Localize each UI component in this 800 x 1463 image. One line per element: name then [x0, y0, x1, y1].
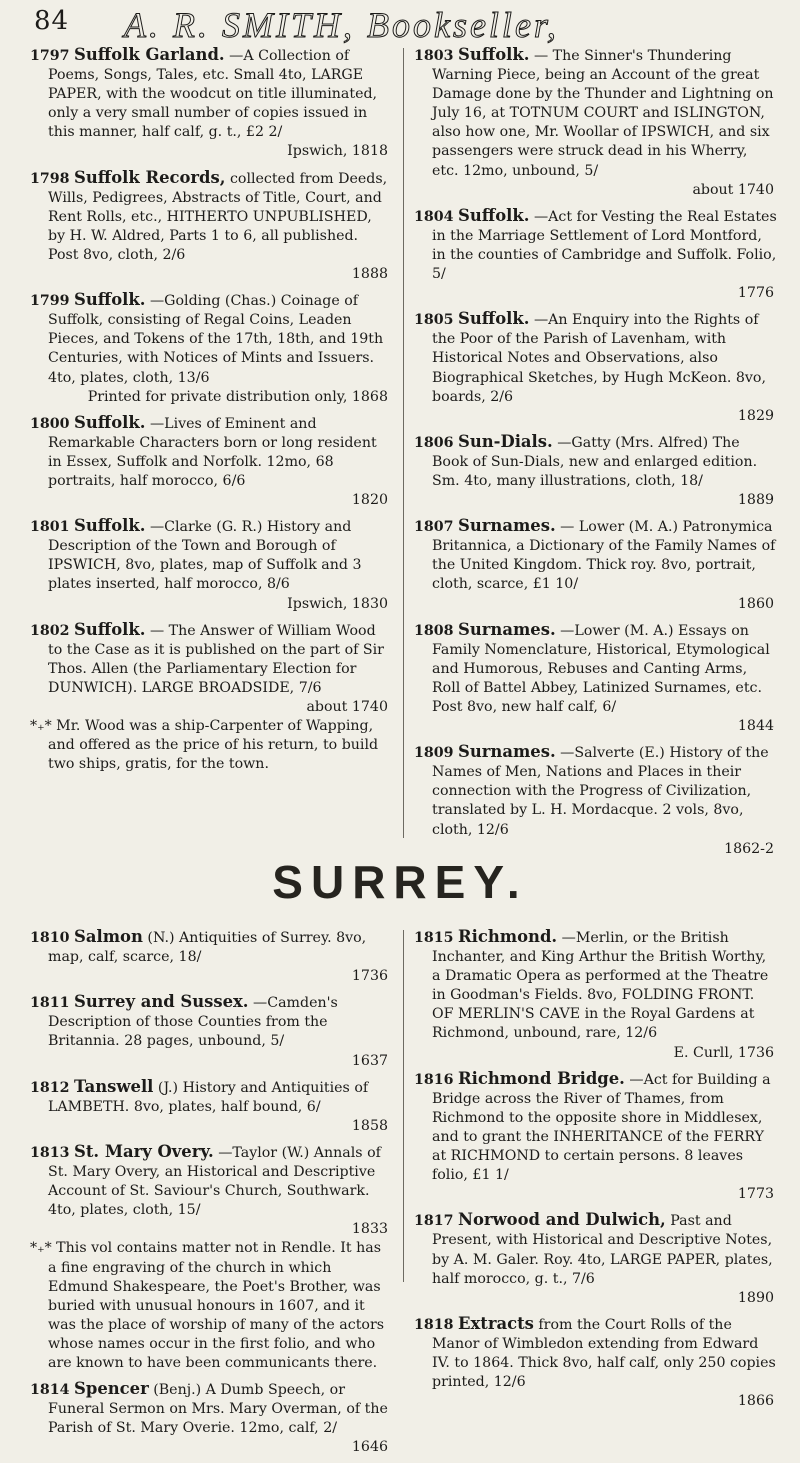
entry-title: Spencer	[74, 1379, 149, 1399]
entry-description: —Camden's Description of those Counties from the Britannia. 28 pages, unbound, 5/	[48, 995, 338, 1050]
entry-description: (J.) History and Antiquities of LAMBETH. 8vo, plates, half bound, 6/	[48, 1079, 369, 1115]
catalogue-entry	[30, 1077, 392, 1136]
catalogue-entry	[414, 309, 778, 426]
column-divider-top	[403, 48, 404, 838]
catalogue-entry	[414, 620, 778, 737]
entry-title: Suffolk Garland.	[74, 45, 225, 64]
catalogue-entry	[30, 168, 392, 285]
entry-description: collected from Deeds, Wills, Pedigrees, Abstracts of Title, Court, and Rent Rolls, etc., HITHERTO UNPUBLISHED, by H. W. Aldred, Parts 1 to 6, all published. Post 8vo, cloth, 2/6	[48, 170, 388, 263]
entry-description: —Gatty (Mrs. Alfred) The Book of Sun-Dials, new and enlarged edition. Sm. 4to, many illustrations, cloth, 18/	[432, 434, 758, 489]
entry-title: Surnames.	[458, 516, 556, 536]
entry-number: 1797	[30, 48, 70, 64]
entry-number: 1805	[414, 312, 454, 329]
entry-description: —Act for Vesting the Real Estates in the Marriage Settlement of Lord Montford, in the counties of Cambridge and Suffolk. Folio, 5/	[432, 208, 777, 283]
entry-title: Surrey and Sussex.	[74, 992, 249, 1012]
entry-title: Tanswell	[74, 1076, 154, 1096]
entry-title: Sun-Dials.	[458, 431, 553, 451]
page-number: 84	[34, 6, 70, 36]
entry-number: 1804	[414, 208, 454, 225]
entry-title: Suffolk.	[74, 516, 146, 536]
entry-description: Past and Present, with Historical and Descriptive Notes, by A. M. Galer. Roy. 4to, LARGE PAPER, plates, half morocco, g. t., 7/6	[432, 1213, 773, 1287]
entry-description: (N.) Antiquities of Surrey. 8vo, map, calf, scarce, 18/	[48, 930, 367, 966]
entry-date: 1866	[737, 1393, 774, 1410]
entry-title: Suffolk Records,	[74, 167, 226, 187]
catalogue-entry	[414, 206, 778, 303]
column-divider-bottom	[403, 930, 404, 1282]
section-heading: SURREY.	[272, 856, 528, 908]
entry-title: Suffolk.	[74, 290, 146, 310]
entry-date: 1736	[351, 968, 388, 985]
entry-description: —Taylor (W.) Annals of St. Mary Overy, an Historical and Descriptive Account of St. Saviour's Church, Southwark. 4to, plates, cloth, 15/	[48, 1144, 381, 1219]
catalogue-entry	[30, 290, 392, 407]
page-header	[34, 5, 780, 45]
entry-title: St. Mary Overy.	[74, 1141, 214, 1161]
entry-title: Suffolk.	[74, 412, 146, 432]
catalogue-entry	[30, 620, 392, 775]
entry-date: 1862-2	[724, 840, 774, 857]
catalogue-entry	[30, 413, 392, 510]
entry-date: 1858	[351, 1117, 388, 1134]
entry-date: E. Curll, 1736	[673, 1044, 774, 1061]
entry-description: (Benj.) A Dumb Speech, or Funeral Sermon on Mrs. Mary Overman, of the Parish of St. Mary Overie. 12mo, calf, 2/	[48, 1382, 388, 1437]
entry-number: 1801	[30, 519, 70, 536]
catalogue-entry	[30, 516, 392, 613]
entry-title: Richmond Bridge.	[458, 1068, 625, 1088]
entry-date: 1637	[351, 1052, 388, 1069]
entry-number: 1808	[414, 622, 454, 639]
entry-title: Surnames.	[458, 742, 556, 762]
entry-number: 1803	[414, 48, 454, 64]
catalogue-entry	[30, 45, 392, 162]
entry-date: 1844	[737, 718, 774, 735]
entry-date: 1773	[737, 1186, 774, 1203]
entry-title: Suffolk.	[458, 309, 530, 329]
entry-title: Extracts	[458, 1313, 534, 1333]
entry-title: Richmond.	[458, 927, 558, 946]
catalogue-entry	[30, 992, 392, 1070]
entry-date: 1890	[737, 1289, 774, 1306]
entry-description: —Lives of Eminent and Remarkable Characters born or long resident in Essex, Suffolk and Norfolk. 12mo, 68 portraits, half morocco, 6/6	[48, 415, 377, 489]
entry-number: 1818	[414, 1316, 454, 1333]
entry-number: 1816	[414, 1071, 454, 1088]
entry-number: 1817	[414, 1213, 454, 1230]
entry-description: —Salverte (E.) History of the Names of Men, Nations and Places in their connection with the Progress of Civilization, translated by L. H. Mordacque. 2 vols, 8vo, cloth, 12/6	[432, 745, 769, 838]
entry-title: Suffolk.	[458, 45, 530, 64]
entry-date: 1888	[351, 266, 388, 283]
entry-number: 1813	[30, 1144, 70, 1161]
entry-date: Printed for private distribution only, 1868	[87, 388, 388, 405]
catalogue-entry	[414, 1069, 778, 1205]
entry-description: —Lower (M. A.) Essays on Family Nomenclature, Historical, Etymological and Humorous, Rebuses and Canting Arms, Roll of Battel Abbey, Latinized Surnames, etc. Post 8vo, new half calf, 6/	[432, 622, 770, 715]
entry-description: —Act for Building a Bridge across the River of Thames, from Richmond to the opposite shore in Middlesex, and to grant the INHERITANCE of the FERRY at RICHMOND to certain persons. 8 leaves folio, £1 1/	[432, 1071, 771, 1184]
entry-number: 1810	[30, 930, 70, 946]
column-top-left	[30, 45, 392, 780]
entry-number: 1807	[414, 519, 454, 536]
entry-description: —Merlin, or the British Inchanter, and King Arthur the British Worthy, a Dramatic Opera as performed at the Theatre in Goodman's Fields. 8vo, FOLDING FRONT. OF MERLIN'S CAVE in the Royal Gardens at Richmond, unbound, rare, 12/6	[432, 930, 769, 1042]
entry-number: 1809	[414, 745, 454, 762]
entry-date: about 1740	[306, 699, 388, 715]
entry-title: Surnames.	[458, 619, 556, 639]
entry-number: 1814	[30, 1382, 70, 1399]
entry-number: 1800	[30, 415, 70, 432]
entry-date: Ipswich, 1818	[287, 143, 388, 160]
entry-description: —Clarke (G. R.) History and Description of the Town and Borough of IPSWICH, 8vo, plates, map of Suffolk and 3 plates inserted, half morocco, 8/6	[48, 519, 362, 593]
entry-description: —An Enquiry into the Rights of the Poor of the Parish of Lavenham, with Historical Notes and Observations, also Biographical Sketches, by Hugh McKeon. 8vo, boards, 2/6	[432, 312, 766, 405]
entry-number: 1802	[30, 622, 70, 639]
catalogue-entry	[414, 45, 778, 200]
entry-number: 1812	[30, 1079, 70, 1096]
entry-description: — The Sinner's Thundering Warning Piece, being an Account of the great Damage done by the Thunder and Lightning on July 16, at TOTNUM COURT and ISLINGTON, also how one, Mr. Woollar of IPSWICH, and six passengers were struck dead in his Wherry, etc. 12mo, unbound, 5/	[432, 48, 774, 179]
entry-date: 1833	[351, 1221, 388, 1238]
entry-date: 1829	[737, 407, 774, 424]
catalogue-entry	[30, 927, 392, 986]
entry-date: 1889	[737, 492, 774, 509]
catalogue-entry	[414, 742, 778, 859]
entry-date: 1776	[737, 285, 774, 302]
entry-number: 1811	[30, 995, 70, 1012]
entry-title: Suffolk.	[74, 619, 146, 639]
column-top-right	[414, 45, 778, 865]
catalogue-entry	[414, 1314, 778, 1411]
entry-description: from the Court Rolls of the Manor of Wimbledon extending from Edward IV. to 1864. Thick 8vo, half calf, only 250 copies printed, 12/6	[432, 1316, 776, 1391]
entry-number: 1815	[414, 930, 454, 946]
entry-date: Ipswich, 1830	[287, 595, 388, 612]
entry-note: *₊* Mr. Wood was a ship-Carpenter of Wapping, and offered as the price of his return, to build two ships, gratis, for the town.	[30, 718, 379, 773]
catalogue-entry	[30, 1142, 392, 1373]
catalogue-entry	[414, 516, 778, 613]
entry-date: 1646	[351, 1439, 388, 1456]
entry-description: —Golding (Chas.) Coinage of Suffolk, consisting of Regal Coins, Leaden Pieces, and Tokens of the 17th, 18th, and 19th Centuries, with Notices of Mints and Issuers. 4to, plates, cloth, 13/6	[48, 293, 384, 386]
entry-number: 1798	[30, 170, 70, 187]
entry-description: —A Collection of Poems, Songs, Tales, etc. Small 4to, LARGE PAPER, with the woodcut on title illuminated, only a very small number of copies issued in this manner, half calf, g. t., £2 2/	[48, 48, 378, 141]
catalogue-entry	[414, 1210, 778, 1307]
entry-date: 1860	[737, 595, 774, 612]
catalogue-entry	[414, 927, 778, 1063]
entry-title: Salmon	[74, 927, 143, 946]
column-bottom-right	[414, 927, 778, 1417]
entry-number: 1799	[30, 293, 70, 310]
entry-title: Norwood and Dulwich,	[458, 1210, 666, 1230]
running-title: A. R. SMITH, Bookseller,	[124, 5, 559, 45]
entry-date: about 1740	[692, 181, 774, 198]
entry-number: 1806	[414, 434, 454, 451]
entry-description: — Lower (M. A.) Patronymica Britannica, a Dictionary of the Family Names of the United Kingdom. Thick roy. 8vo, portrait, cloth, scarce, £1 10/	[432, 519, 776, 593]
catalogue-entry	[414, 432, 778, 510]
entry-note: *₊* This vol contains matter not in Rendle. It has a fine engraving of the church in which Edmund Shakespeare, the Poet's Brother, was buried with unusual honours in 1607, and it was the place of worship of many of the actors whose names occur in the first folio, and who are known to have been communicants there.	[30, 1240, 385, 1371]
entry-description: — The Answer of William Wood to the Case as it is published on the part of Sir Thos. Allen (the Parliamentary Election for DUNWICH). LARGE BROADSIDE, 7/6	[48, 622, 384, 696]
entry-date: 1820	[351, 492, 388, 509]
catalogue-entry	[30, 1379, 392, 1457]
column-bottom-left	[30, 927, 392, 1463]
entry-title: Suffolk.	[458, 205, 530, 225]
